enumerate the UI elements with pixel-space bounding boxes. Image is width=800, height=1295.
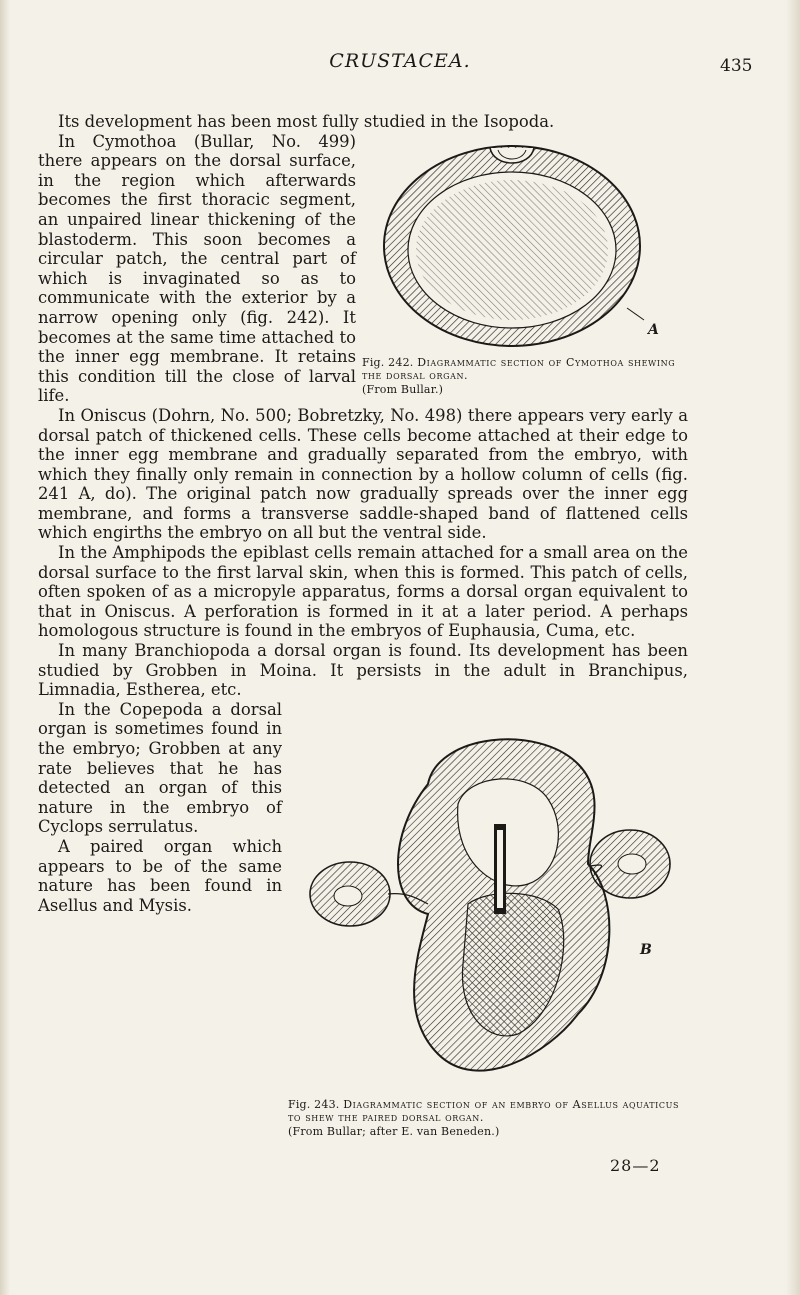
figure-243-number: Fig. 243. [288, 1097, 340, 1111]
figure-242-title: Diagrammatic section of Cymothoa shewing the dorsal organ. [362, 355, 676, 383]
paragraph-cymothoa: In Cymothoa (Bullar, No. 499) there appears on the dorsal surface, in the region which afterwards becomes the first thoracic segment, an unpaired linear thickening of the blastoderm. This soon becomes a circular patch, the central part of which is invaginated so as to communicate with the exterior by a narrow opening only (fig. 242). It becomes at the same time attached to the inner egg membrane. It retains this condition till the close of larval life. [38, 131, 356, 406]
figure-242-source: (From Bullar.) [362, 382, 444, 396]
paragraph-asellus-mysis: A paired organ which appears to be of the same nature has been found in Asellus and Mysis. [38, 836, 282, 915]
paragraph-branchiopoda: In many Branchiopoda a dorsal organ is found. Its development has been studied by Grobben in Moina. It persists in the adult in Branchipus, Limnadia, Estherea, etc. [38, 641, 688, 700]
figure-242 [362, 138, 688, 394]
figure-243-source: (From Bullar; after E. van Beneden.) [288, 1124, 500, 1138]
paragraph-isopoda-intro: Its development has been most fully studied in the Isopoda. [58, 112, 555, 131]
figure-243-diagram [288, 714, 688, 1098]
figure-243-caption [288, 1098, 688, 1139]
page-edge-shadow [786, 0, 800, 1295]
paragraph-amphipods: In the Amphipods the epiblast cells remain attached for a small area on the dorsal surface to the first larval skin, when this is formed. This patch of cells, often spoken of as a micropyle apparatus, forms a dorsal organ equivalent to that in Oniscus. A perforation is formed in it at a later period. A perhaps homologous structure is found in the embryos of Euphausia, Cuma, etc. [38, 543, 688, 641]
figure-243 [288, 714, 688, 1152]
figure-242-diagram [362, 138, 688, 356]
figure-242-label: A [648, 321, 659, 338]
figure-243-title: Diagrammatic section of an embryo of Asellus aquaticus to shew the paired dorsal organ. [288, 1097, 680, 1125]
running-head: CRUSTACEA. [329, 50, 471, 72]
page-number: 435 [720, 56, 753, 76]
body-text [38, 112, 688, 1152]
signature-mark: 28—2 [610, 1156, 661, 1175]
figure-242-caption [362, 356, 688, 397]
figure-243-label: B [640, 941, 652, 958]
figure-242-number: Fig. 242. [362, 355, 414, 369]
page-spine-shadow [0, 0, 10, 1295]
paragraph-oniscus: In Oniscus (Dohrn, No. 500; Bobretzky, No. 498) there appears very early a dorsal patch of thickened cells. These cells become attached at their edge to the inner egg membrane and gradually separated from the embryo, with which they finally only remain in connection by a hollow column of cells (fig. 241 A, do). The original patch now gradually spreads over the inner egg membrane, and forms a transverse saddle-shaped band of flattened cells which engirths the embryo on all but the ventral side. [38, 405, 688, 543]
paragraph-copepoda: In the Copepoda a dorsal organ is sometimes found in the embryo; Grobben at any rate believes that he has detected an organ of this nature in the embryo of Cyclops serrulatus. [38, 699, 282, 837]
